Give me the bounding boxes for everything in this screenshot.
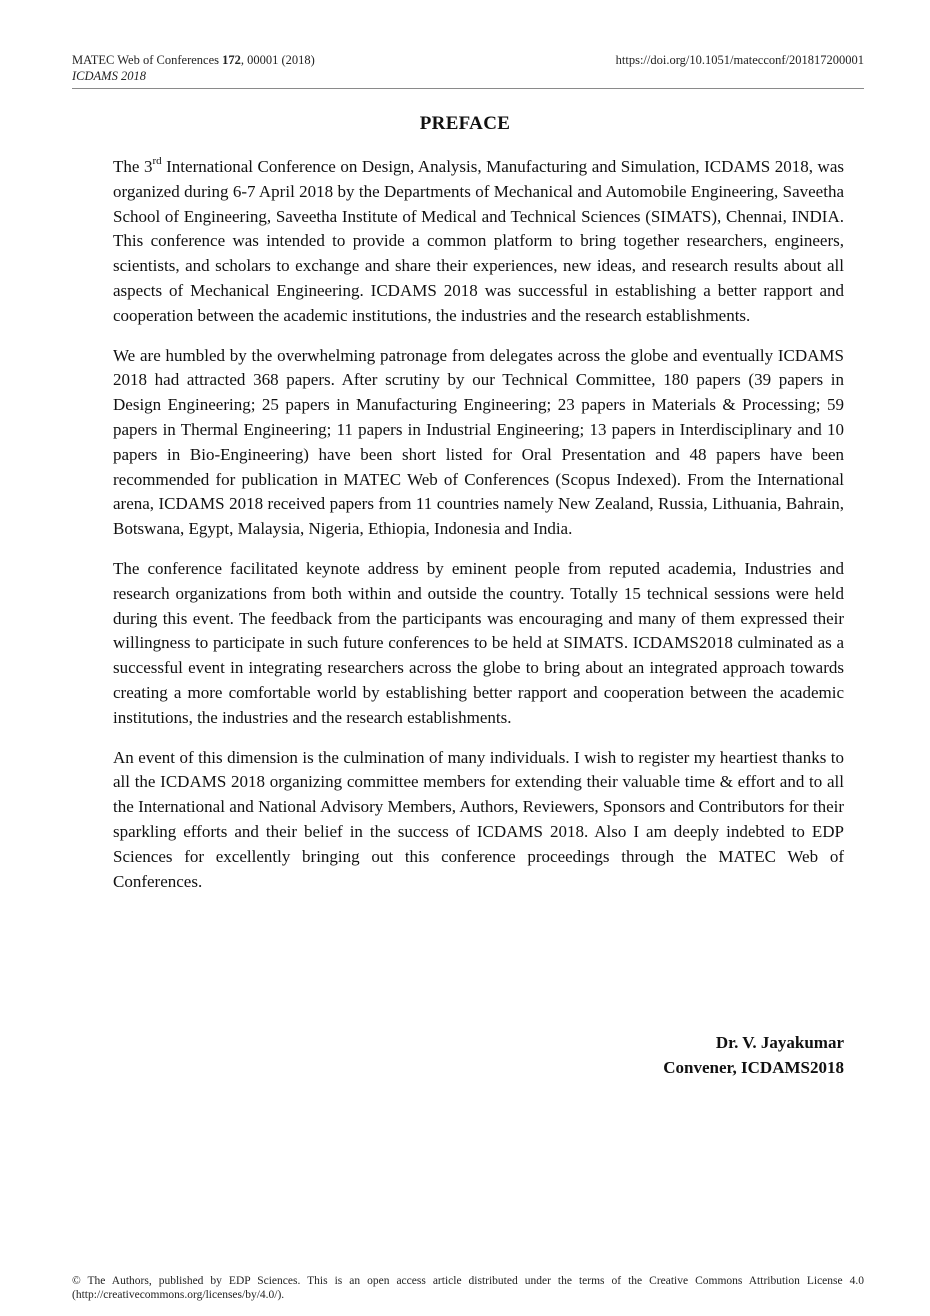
signature-block [663, 1030, 844, 1080]
signatory-name: Dr. V. Jayakumar [715, 1033, 844, 1052]
paragraph-4: An event of this dimension is the culmination of many individuals. I wish to register my heartiest thanks to all the ICDAMS 2018 organizing committee members for extending their valuable time & effort and to all the International and National Advisory Members, Authors, Reviewers, Sponsors and Contributors for their sparkling efforts and their belief in the success of ICDAMS 2018. Also I am deeply indebted to EDP Sciences for excellently bringing out this conference proceedings through the MATEC Web of Conferences. [113, 747, 844, 891]
paragraph-1-start: The 3 [113, 157, 153, 176]
paragraph-3: The conference facilitated keynote address by eminent people from reputed academia, Industries and research organizations from both within and outside the country. Totally 15 technical sessions were held during this event. The feedback from the participants was encouraging and many of them expressed their willingness to participate in such future conferences to be held at SIMATS. ICDAMS2018 culminated as a successful event in integrating researchers across the globe to bring about an integrated approach towards creating a more comfortable world by establishing better rapport and cooperation between the academic institutions, the industries and the research establishments. [113, 558, 844, 727]
journal-line [72, 52, 315, 68]
journal-name: MATEC Web of Conferences [72, 53, 223, 67]
paragraph-1 [113, 155, 844, 329]
signatory-role: Convener, ICDAMS2018 [663, 1058, 844, 1077]
doi-link[interactable]: https://doi.org/10.1051/matecconf/201817200001 [615, 53, 864, 67]
ordinal-superscript: rd [152, 155, 162, 168]
article-number: , 00001 (2018) [240, 53, 315, 67]
license-notice: © The Authors, published by EDP Sciences. This is an open access article distributed under the terms of the Creative Commons Attribution License 4.0 (http://creativecommons.org/licenses/by/4.0/). [72, 1275, 864, 1301]
journal-citation [72, 52, 315, 84]
paragraph-1-rest: International Conference on Design, Analysis, Manufacturing and Simulation, ICDAMS 2018, was organized during 6-7 April 2018 by the Departments of Mechanical and Automobile Engineering, Saveetha School of Engineering, Saveetha Institute of Medical and Technical Sciences (SIMATS), Chennai, INDIA. This conference was intended to provide a common platform to bring together researchers, engineers, scientists, and scholars to exchange and share their experiences, new ideas, and research results about all aspects of Mechanical Engineering. ICDAMS 2018 was successful in establishing a better rapport and cooperation between the academic institutions, the industries and the research establishments. [113, 157, 844, 325]
running-head [72, 52, 864, 89]
conference-short-name: ICDAMS 2018 [72, 69, 146, 83]
preface-body [113, 155, 844, 909]
page-title: PREFACE [419, 113, 511, 134]
paragraph-2: We are humbled by the overwhelming patronage from delegates across the globe and eventually ICDAMS 2018 had attracted 368 papers. After scrutiny by our Technical Committee, 180 papers (39 papers in Design Engineering; 25 papers in Manufacturing Engineering; 23 papers in Materials & Processing; 59 papers in Thermal Engineering; 11 papers in Industrial Engineering; 13 papers in Interdisciplinary and 10 papers in Bio-Engineering) have been short listed for Oral Presentation and 48 papers have been recommended for publication in MATEC Web of Conferences (Scopus Indexed). From the International arena, ICDAMS 2018 received papers from 11 countries namely New Zealand, Russia, Lithuania, Bahrain, Botswana, Egypt, Malaysia, Nigeria, Ethiopia, Indonesia and India. [113, 345, 844, 539]
volume-number: 172 [222, 53, 241, 67]
